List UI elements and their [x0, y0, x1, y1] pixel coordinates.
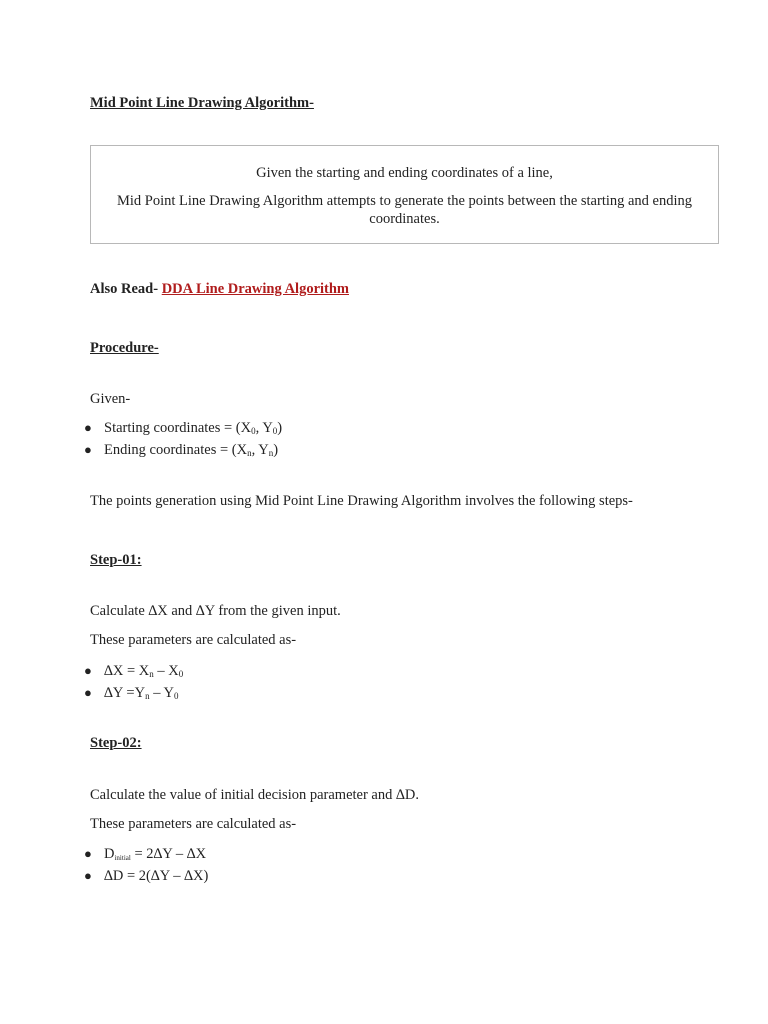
- step-02-text-2: These parameters are calculated as-: [90, 816, 297, 832]
- also-read: [90, 281, 349, 298]
- procedure-heading: Procedure-: [90, 340, 159, 356]
- also-read-label: Also Read-: [90, 281, 162, 297]
- intro-line-2: Mid Point Line Drawing Algorithm attempts to generate the points between the starting and ending coordinates.: [116, 193, 693, 227]
- document-page: Mid Point Line Drawing Algorithm- Given the starting and ending coordinates of a line, Mid Point Line Drawing Algorithm attempts to generate the points between the starting and ending coordinates. Also Read- DDA Line Drawing Algorithm Procedure- Given- ● Starting coordinates = ($X_0$, $Y_0$) ● Ending coordinates = ($X_n$, $Y_n$) The points generation using Mid Point Line Drawing Algorithm involves the following steps- Step-01: Calculate ∆X and ∆Y from the given input. These parameters are calculated as- ● $\Delta X = X_n - X_0$ ● $\Delta Y =Y_n - Y_0$ Step-02: Calculate the value of initial decision parameter and ∆D. These parameters are calculated as- ● $D_{initial} = 2\Delta Y - \Delta X$ ● ∆D = 2(∆Y – ∆X): [0, 0, 768, 1024]
- step-02-heading: Step-02:: [90, 735, 142, 751]
- bullet-icon: ●: [84, 846, 92, 861]
- bullet-icon: ●: [84, 685, 92, 700]
- bullet-icon: ●: [84, 868, 92, 883]
- step-01-text-2: These parameters are calculated as-: [90, 632, 297, 648]
- bullet-icon: ●: [84, 420, 92, 435]
- page-title: Mid Point Line Drawing Algorithm-: [90, 95, 314, 111]
- intro-line-1: Given the starting and ending coordinates of a line,: [256, 165, 553, 181]
- steps-intro: The points generation using Mid Point Line Drawing Algorithm involves the following steps-: [90, 493, 633, 509]
- bullet-icon: ●: [84, 663, 92, 678]
- step-02-text-1: Calculate the value of initial decision parameter and ∆D.: [90, 787, 419, 803]
- step-01-heading: Step-01:: [90, 552, 142, 568]
- intro-box: [90, 145, 719, 244]
- dda-algorithm-link[interactable]: DDA Line Drawing Algorithm: [161, 281, 349, 297]
- given-label: Given-: [90, 391, 131, 407]
- step-01-text-1: Calculate ∆X and ∆Y from the given input.: [90, 603, 341, 619]
- bullet-icon: ●: [84, 442, 92, 457]
